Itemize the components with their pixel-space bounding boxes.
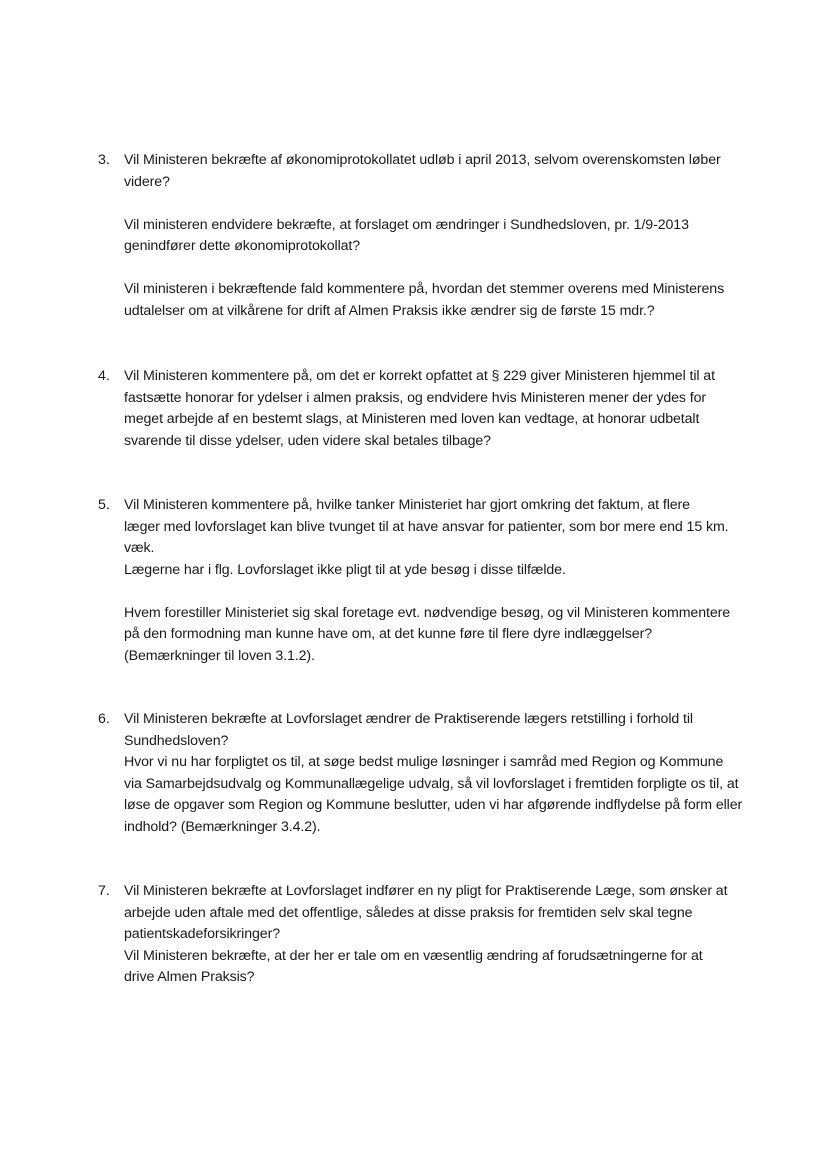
text-line: Vil ministeren endvidere bekræfte, at forslaget om ændringer i Sundhedsloven, pr. 1/9-2013 — [124, 216, 689, 233]
text-line: væk. — [124, 540, 155, 556]
question-body — [124, 366, 758, 452]
text-line: via Samarbejdsudvalg og Kommunallægelige udvalg, så vil lovforslaget i fremtiden forpligte os til, at — [124, 775, 739, 792]
text-line: Vil ministeren i bekræftende fald kommentere på, hvordan det stemmer overens med Ministerens — [124, 281, 725, 297]
text-line: læger med lovforslaget kan blive tvunget til at have ansvar for patienter, som bor mere end 15 km. — [124, 518, 729, 535]
text-line: Vil Ministeren bekræfte, at der her er tale om en væsentlig ændring af forudsætningerne for at — [124, 947, 703, 964]
paragraph — [124, 150, 758, 193]
paragraph — [124, 366, 758, 452]
question-body — [124, 495, 758, 667]
paragraph — [124, 215, 758, 258]
question-number: 5. — [98, 497, 110, 513]
question-body — [124, 881, 758, 989]
paragraph — [124, 603, 758, 668]
text-line: Sundhedsloven? — [124, 732, 229, 749]
paragraph — [124, 495, 758, 581]
question-number: 4. — [98, 368, 110, 384]
text-line: Hvor vi nu har forpligtet os til, at søge bedst mulige løsninger i samråd med Region og Kommune — [124, 754, 724, 770]
text-line: Vil Ministeren bekræfte at Lovforslaget ændrer de Praktiserende lægers retstilling i forhold til — [124, 711, 693, 727]
text-line: på den formodning man kunne have om, at det kunne føre til flere dyre indlæggelser? — [124, 626, 652, 642]
question-6 — [98, 709, 758, 838]
text-line: (Bemærkninger til loven 3.1.2). — [124, 647, 315, 664]
text-line: genindfører dette økonomiprotokollat? — [124, 238, 361, 254]
question-body — [124, 709, 758, 838]
text-line: svarende til disse ydelser, uden videre skal betales tilbage? — [124, 432, 491, 449]
text-line: Vil Ministeren bekræfte af økonomiprotokollatet udløb i april 2013, selvom overenskomsten løber — [124, 152, 721, 168]
question-number: 3. — [98, 152, 110, 168]
text-line: indhold? (Bemærkninger 3.4.2). — [124, 818, 321, 835]
question-number: 7. — [98, 883, 110, 899]
text-line: løse de opgaver som Region og Kommune beslutter, uden vi har afgørende indflydelse på form eller — [124, 797, 743, 813]
text-line: Hvem forestiller Ministeriet sig skal foretage evt. nødvendige besøg, og vil Ministeren kommentere — [124, 604, 731, 621]
text-line: Vil Ministeren kommentere på, hvilke tanker Ministeriet har gjort omkring det faktum, at flere — [124, 497, 690, 513]
question-5 — [98, 495, 758, 667]
text-line: Vil Ministeren kommentere på, om det er korrekt opfattet at § 229 giver Ministeren hjemmel til at — [124, 368, 715, 384]
text-line: udtalelser om at vilkårene for drift af Almen Praksis ikke ændrer sig de første 15 mdr.? — [124, 302, 655, 319]
text-line: arbejde uden aftale med det offentlige, således at disse praksis for fremtiden selv skal tegne — [124, 904, 693, 921]
question-number: 6. — [98, 711, 110, 727]
paragraph — [124, 881, 758, 989]
paragraph — [124, 279, 758, 322]
text-line: videre? — [124, 173, 170, 190]
question-7 — [98, 881, 758, 989]
text-line: meget arbejde af en bestemt slags, at Ministeren med loven kan vedtage, at honorar udbetalt — [124, 411, 700, 427]
text-line: patientskadeforsikringer? — [124, 926, 281, 942]
question-4 — [98, 366, 758, 452]
text-line: fastsætte honorar for ydelser i almen praksis, og endvidere hvis Ministeren mener der ydes for — [124, 389, 707, 406]
question-body — [124, 150, 758, 322]
text-line: drive Almen Praksis? — [124, 969, 255, 985]
text-line: Vil Ministeren bekræfte at Lovforslaget indfører en ny pligt for Praktiserende Læge, som ønsker at — [124, 883, 728, 899]
question-3 — [98, 150, 758, 322]
paragraph — [124, 709, 758, 838]
text-line: Lægerne har i flg. Lovforslaget ikke pligt til at yde besøg i disse tilfælde. — [124, 561, 566, 578]
